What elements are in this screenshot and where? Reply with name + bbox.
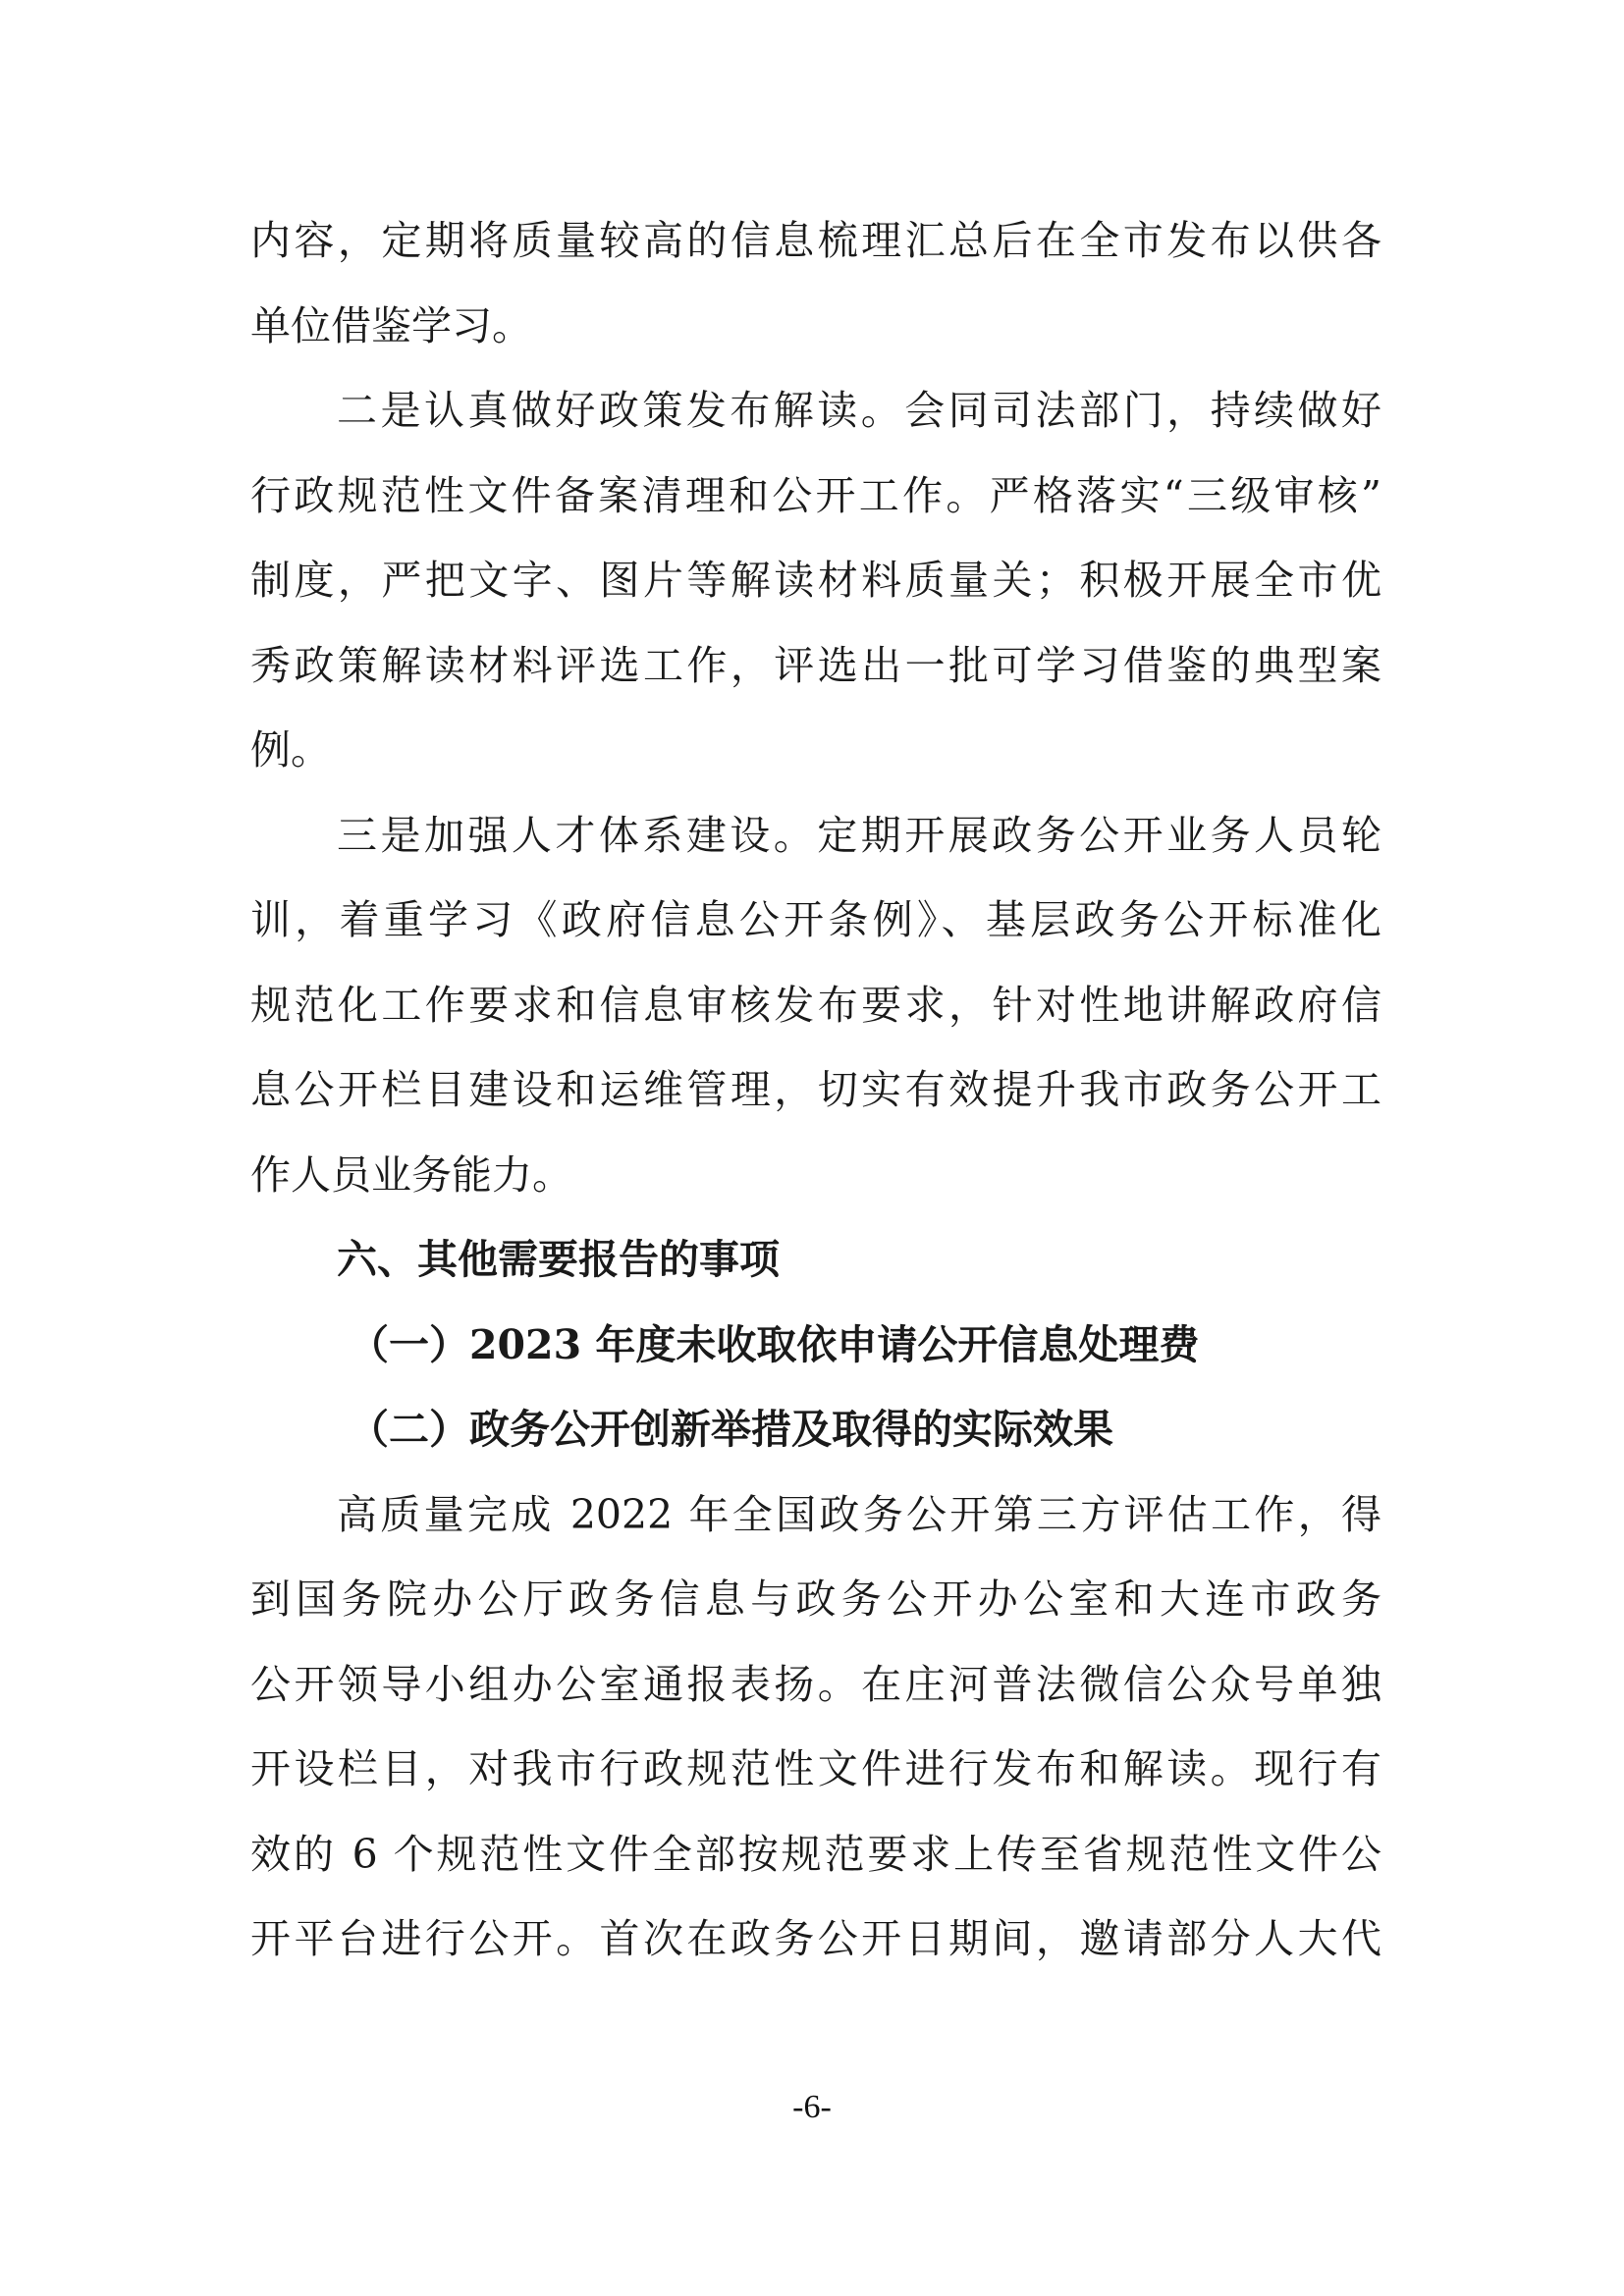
text-line: 到国务院办公厅政务信息与政务公开办公室和大连市政务 — [250, 1575, 1381, 1623]
text-line: 行政规范性文件备案清理和公开工作。严格落实“三级审核” — [250, 471, 1381, 519]
text-line: 秀政策解读材料评选工作，评选出一批可学习借鉴的典型案 — [250, 641, 1381, 689]
text-line: 作人员业务能力。 — [250, 1150, 572, 1199]
body-text — [250, 198, 1381, 1982]
text-line: 规范化工作要求和信息审核发布要求，针对性地讲解政府信 — [250, 981, 1381, 1029]
section-heading: 六、其他需要报告的事项 — [337, 1236, 780, 1283]
text-line: 公开领导小组办公室通报表扬。在庄河普法微信公众号单独 — [250, 1660, 1381, 1708]
text-line: 效的 6 个规范性文件全部按规范要求上传至省规范性文件公 — [250, 1830, 1381, 1878]
subsection-heading: （二）政务公开创新举措及取得的实际效果 — [349, 1406, 1113, 1453]
text-line: 二是认真做好政策发布解读。会同司法部门，持续做好 — [337, 387, 1381, 434]
text-line: 训，着重学习《政府信息公开条例》、基层政务公开标准化 — [250, 896, 1381, 943]
text-line: 息公开栏目建设和运维管理，切实有效提升我市政务公开工 — [250, 1066, 1381, 1113]
page-number: -6- — [792, 2089, 832, 2125]
text-line: 单位借鉴学习。 — [250, 301, 532, 349]
text-line: 三是加强人才体系建设。定期开展政务公开业务人员轮 — [337, 811, 1381, 859]
subsection-heading: （一）2023 年度未收取依申请公开信息处理费 — [349, 1320, 1200, 1368]
text-line: 开平台进行公开。首次在政务公开日期间，邀请部分人大代 — [250, 1915, 1381, 1962]
text-line: 高质量完成 2022 年全国政务公开第三方评估工作，得 — [337, 1490, 1381, 1538]
text-line: 内容，定期将质量较高的信息梳理汇总后在全市发布以供各 — [250, 217, 1381, 264]
text-line: 例。 — [250, 726, 331, 774]
text-line: 制度，严把文字、图片等解读材料质量关；积极开展全市优 — [250, 557, 1381, 604]
text-line: 开设栏目，对我市行政规范性文件进行发布和解读。现行有 — [250, 1745, 1381, 1792]
